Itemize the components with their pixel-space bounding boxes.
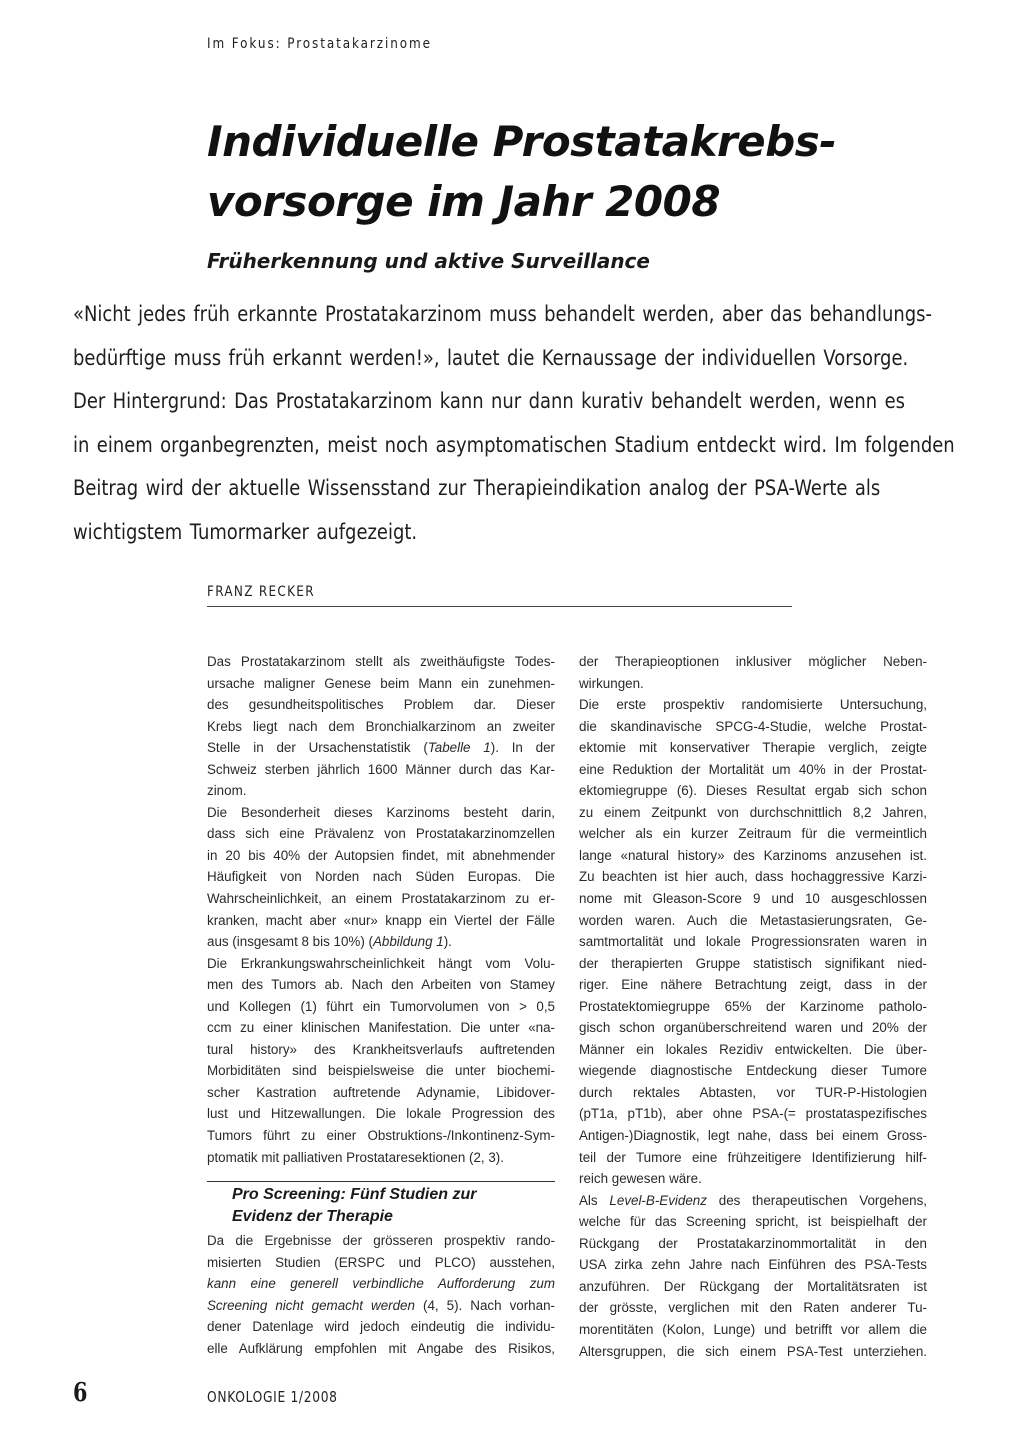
body-line: ursache maligner Genese beim Mann ein zunehmen- xyxy=(207,675,555,691)
body-line: tural history» des Krankheitsverlaufs auftretenden xyxy=(207,1041,555,1057)
body-line: des gesundheitspolitisches Problem dar. Dieser xyxy=(207,697,555,713)
body-text: Stelle in der Ursachenstatistik ( xyxy=(207,740,428,756)
body-line: elle Aufklärung empfohlen mit Angabe des Risikos, xyxy=(207,1340,555,1356)
body-line: die skandinavische SPCG-4-Studie, welche Prostat- xyxy=(579,718,927,734)
body-text: aus (insgesamt 8 bis 10%) ( xyxy=(207,934,373,950)
body-line: zu einem Zeitpunkt von durchschnittlich 8,2 Jahren, xyxy=(579,804,927,820)
body-line: reich gewesen wäre. xyxy=(579,1171,702,1187)
running-head: Im Fokus: Prostatakarzinome xyxy=(207,36,432,52)
body-text: (4, 5). Nach vorhan- xyxy=(414,1297,555,1313)
body-line: Das Prostatakarzinom stellt als zweithäufigste Todes- xyxy=(207,654,555,669)
body-text: Als xyxy=(579,1192,610,1208)
body-text: ). xyxy=(443,934,452,950)
box-heading-line: Pro Screening: Fünf Studien zur xyxy=(232,1186,477,1203)
lead-line: Beitrag wird der aktuelle Wissensstand zur Therapieindikation analog der PSA-Werte als xyxy=(73,476,881,500)
body-line: und Kollegen (1) führt ein Tumorvolumen von > 0,5 xyxy=(207,998,555,1014)
body-line: Die Besonderheit dieses Karzinoms besteht darin, xyxy=(207,804,555,820)
emphasis-text: Screening nicht gemacht werden xyxy=(207,1297,415,1313)
body-line: Tumors führt zu einer Obstruktions-/Inkontinenz-Sym- xyxy=(207,1128,555,1144)
body-line: teil der Tumore eine frühzeitigere Identifizierung hilf- xyxy=(579,1149,927,1165)
body-line: Altersgruppen, die sich einem PSA-Test unterziehen. xyxy=(579,1343,927,1359)
body-column-right xyxy=(579,651,927,1362)
body-line: der grösste, verglichen mit den Raten anderer Tu- xyxy=(579,1300,927,1316)
table-reference: Tabelle 1 xyxy=(427,740,491,756)
body-line: Schweiz sterben jährlich 1600 Männer durch das Kar- xyxy=(207,761,555,777)
body-line xyxy=(207,737,555,759)
body-line: der Therapieoptionen inklusiver möglicher Neben- xyxy=(579,654,927,669)
body-line: ptomatik mit palliativen Prostataresektionen (2, 3). xyxy=(207,1149,504,1165)
body-line: anzuführen. Der Rückgang der Mortalitätsraten ist xyxy=(579,1278,927,1294)
body-line: Wahrscheinlichkeit, an einem Prostatakarzinom zu er- xyxy=(207,891,555,907)
body-line: Prostatektomiegruppe 65% der Karzinome patholo- xyxy=(579,998,927,1014)
body-line: Krebs liegt nach dem Bronchialkarzinom an zweiter xyxy=(207,718,555,734)
body-line: in 20 bis 40% der Autopsien findet, mit abnehmender xyxy=(207,847,555,863)
page-number: 6 xyxy=(73,1378,88,1408)
body-line: eine Reduktion der Mortalität um 40% in der Prostat- xyxy=(579,761,927,777)
author-byline: FRANZ RECKER xyxy=(207,584,315,600)
body-text: ). In der xyxy=(490,740,555,756)
box-heading xyxy=(232,1184,476,1228)
figure-reference: Abbildung 1 xyxy=(372,934,444,950)
body-line xyxy=(579,1190,927,1212)
body-line: kranken, macht aber «nur» knapp ein Viertel der Fälle xyxy=(207,912,555,928)
body-line: der therapierten Gruppe statistisch signifikant nied- xyxy=(579,955,927,971)
lead-paragraph xyxy=(73,293,955,554)
body-line: Rückgang der Prostatakarzinommortalität in den xyxy=(579,1235,927,1251)
article-subtitle: Früherkennung und aktive Surveillance xyxy=(207,249,650,273)
lead-line: Der Hintergrund: Das Prostatakarzinom kann nur dann kurativ behandelt werden, wenn es xyxy=(73,389,906,413)
article-title-line: Individuelle Prostatakrebs- xyxy=(207,117,837,166)
body-line: ektomiegruppe (6). Dieses Resultat ergab sich schon xyxy=(579,783,927,799)
body-line: Zu beachten ist hier auch, dass hochaggressive Karzi- xyxy=(579,869,927,885)
body-line: Da die Ergebnisse der grösseren prospektiv rando- xyxy=(207,1233,555,1248)
article-title xyxy=(207,112,927,232)
body-line: lust und Hitzewallungen. Die lokale Progression des xyxy=(207,1106,555,1122)
body-line: scher Kastration auftretende Adynamie, Libidover- xyxy=(207,1084,555,1100)
lead-line: wichtigstem Tumormarker aufgezeigt. xyxy=(73,519,418,544)
body-line: Antigen-)Diagnostik, legt nahe, dass bei einem Gross- xyxy=(579,1128,927,1144)
body-line: kann eine generell verbindliche Aufforderung zum xyxy=(207,1276,555,1292)
body-line: wirkungen. xyxy=(579,675,644,691)
body-line: zinom. xyxy=(207,783,247,799)
article-title-line: vorsorge im Jahr 2008 xyxy=(207,177,721,226)
lead-line: in einem organbegrenzten, meist noch asymptomatischen Stadium entdeckt wird. Im folgenden xyxy=(73,432,955,457)
box-body xyxy=(207,1230,555,1359)
body-line: ccm zu einer klinischen Manifestation. Die unter «na- xyxy=(207,1020,555,1036)
journal-footer: ONKOLOGIE 1/2008 xyxy=(207,1388,338,1406)
body-column-left xyxy=(207,651,555,1168)
body-line: lange «natural history» des Karzinoms anzusehen ist. xyxy=(579,847,927,863)
body-line: nome mit Gleason-Score 9 und 10 ausgeschlossen xyxy=(579,891,927,907)
body-line xyxy=(207,931,555,953)
body-line: morentitäten (Kolon, Lunge) und betrifft vor allem die xyxy=(579,1321,927,1337)
body-line: durch rektales Abtasten, vor TUR-P-Histologien xyxy=(579,1084,927,1100)
box-heading-line: Evidenz der Therapie xyxy=(232,1208,393,1225)
body-line: dener Datenlage wird jedoch eindeutig die individu- xyxy=(207,1319,555,1335)
body-text: des therapeutischen Vorgehens, xyxy=(706,1192,927,1208)
body-line: dass sich eine Prävalenz von Prostatakarzinomzellen xyxy=(207,826,555,842)
body-line: Die erste prospektiv randomisierte Untersuchung, xyxy=(579,697,927,713)
body-line: welche für das Screening spricht, ist beispielhaft der xyxy=(579,1214,927,1230)
body-line: USA zirka zehn Jahre nach Einführen des PSA-Tests xyxy=(579,1257,927,1273)
body-line: Häufigkeit von Norden nach Süden Europas. Die xyxy=(207,869,555,885)
body-line: gisch schon organüberschreitend waren und 20% der xyxy=(579,1020,927,1036)
body-line: samtmortalität und lokale Progressionsraten waren in xyxy=(579,934,927,950)
body-line: ektomie mit konservativer Therapie verglich, zeigte xyxy=(579,740,927,756)
body-line: misierten Studien (ERSPC und PLCO) ausstehen, xyxy=(207,1254,555,1270)
emphasis-text: Level-B-Evidenz xyxy=(609,1192,707,1208)
lead-line: «Nicht jedes früh erkannte Prostatakarzinom muss behandelt werden, aber das behandlungs- xyxy=(73,302,932,326)
body-line: riger. Eine nähere Betrachtung zeigt, dass in der xyxy=(579,977,927,993)
box-divider xyxy=(207,1181,555,1182)
body-line: Männer ein lokales Rezidiv entwickelten. Die über- xyxy=(579,1041,927,1057)
byline-divider xyxy=(207,606,792,607)
lead-line: bedürftige muss früh erkannt werden!», lautet die Kernaussage der individuellen Vorsorge. xyxy=(73,345,909,370)
body-line: worden waren. Auch die Metastasierungsraten, Ge- xyxy=(579,912,927,928)
body-line: men des Tumors ab. Nach den Arbeiten von Stamey xyxy=(207,977,555,993)
body-line xyxy=(207,1295,555,1317)
body-line: Morbiditäten sind beispielsweise die unter biochemi- xyxy=(207,1063,555,1079)
body-line: wiegende diagnostische Entdeckung dieser Tumore xyxy=(579,1063,927,1079)
body-line: welcher als ein kurzer Zeitraum für die vermeintlich xyxy=(579,826,927,842)
body-line: (pT1a, pT1b), aber ohne PSA-(= prostataspezifisches xyxy=(579,1106,927,1122)
body-line: Die Erkrankungswahrscheinlichkeit hängt vom Volu- xyxy=(207,955,555,971)
